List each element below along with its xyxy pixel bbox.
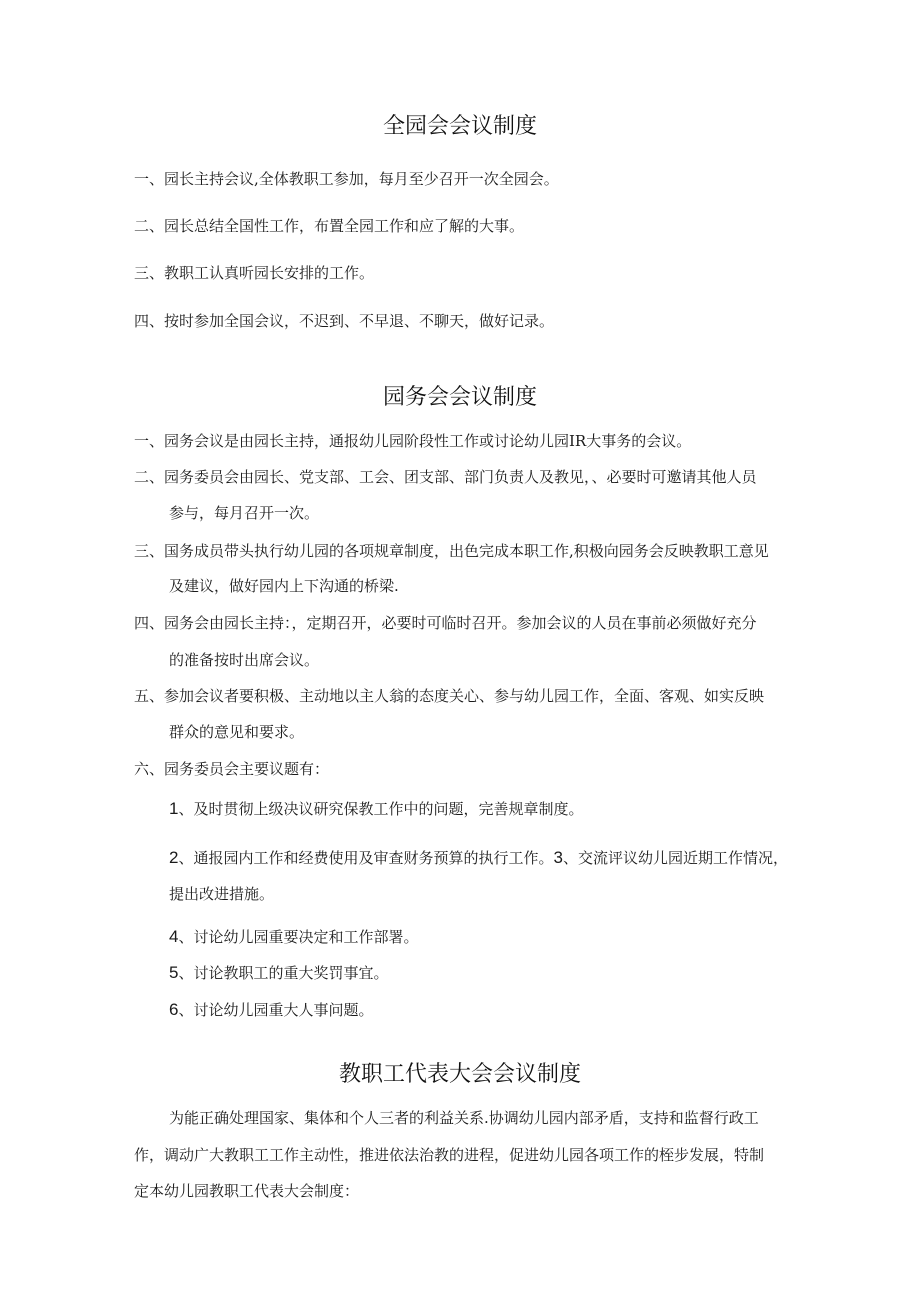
list-text: 、通报园内工作和经费使用及审查财务预算的执行工作。 [178,849,554,867]
paragraph: 五、参加会议者要积极、主动地以主人翁的态度关心、参与幼儿园工作，全面、客观、如实反映 [134,687,765,705]
section-title-all-staff-meeting: 全园会会议制度 [382,114,537,139]
list-number: 2 [169,848,179,867]
paragraph-continuation: 提出改进措施。 [169,885,275,903]
list-item [169,847,788,869]
list-item [169,926,418,948]
list-number: 1 [169,799,179,818]
list-number: 3 [553,848,563,867]
list-text: 、讨论幼儿园重大人事问题。 [178,1001,374,1019]
list-item [169,798,583,820]
list-item [169,999,373,1021]
paragraph: 三、教职工认真听园长安排的工作。 [134,264,375,282]
paragraph-continuation: 及建议，做好园内上下沟通的桥梁. [169,577,399,595]
paragraph: 三、国务成员带头执行幼儿园的各项规章制度，出色完成本职工作,积极向园务会反映教职工意见 [134,542,769,560]
paragraph: 一、园务会议是由园长主持，通报幼儿园阶段性工作或讨论幼儿园IR大事务的会议。 [134,432,692,450]
paragraph: 四、按时参加全国会议，不迟到、不早退、不聊天，做好记录。 [134,312,555,330]
list-number: 5 [169,963,179,982]
paragraph-continuation: 作，调动广大教职工工作主动性，推进依法治教的进程，促进幼儿园各项工作的桎步发展，特制 [134,1146,765,1164]
paragraph-continuation: 参与，每月召开一次。 [169,504,320,522]
paragraph: 为能正确处理国家、集体和个人三者的利益关系.协调幼儿园内部矛盾，支持和监督行政工 [169,1109,759,1127]
list-text: 、及时贯彻上级决议研究保教工作中的问题，完善规章制度。 [178,800,584,818]
paragraph: 一、园长主持会议,全体教职工参加，每月至少召开一次全园会。 [134,170,559,188]
list-text: 、交流评议幼儿园近期工作情况， [562,849,788,867]
list-text: 、讨论幼儿园重要决定和工作部署。 [178,928,419,946]
paragraph: 四、园务会由园长主持：，定期召开，必要时可临时召开。参加会议的人员在事前必须做好充分 [134,614,757,632]
list-text: 、讨论教职工的重大奖罚事宜。 [178,964,389,982]
paragraph: 二、园长总结全国性工作，布置全园工作和应了解的大事。 [134,217,525,235]
section-title-affairs-meeting: 园务会会议制度 [382,385,537,410]
paragraph-continuation: 的准备按时出席会议。 [169,651,320,669]
section-title-staff-congress: 教职工代表大会会议制度 [338,1062,581,1087]
paragraph-continuation: 定本幼儿园教职工代表大会制度： [134,1182,360,1200]
paragraph: 六、园务委员会主要议题有： [134,760,330,778]
list-number: 4 [169,927,179,946]
paragraph-continuation: 群众的意见和要求。 [169,723,305,741]
list-item [169,962,388,984]
paragraph: 二、园务委员会由园长、党支部、工会、团支部、部门负责人及教见，、必要时可邀请其他人员 [134,468,757,486]
list-number: 6 [169,1000,179,1019]
